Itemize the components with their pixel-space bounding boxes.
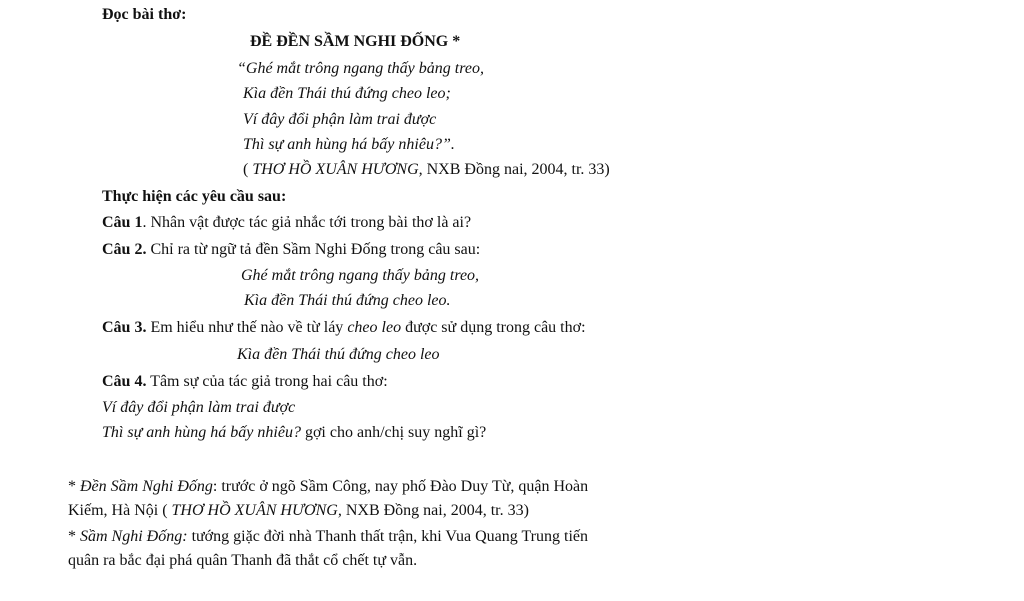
- question-4-line-1: Ví đây đổi phận làm trai được: [102, 399, 296, 416]
- question-2: [102, 240, 480, 260]
- question-3-label: Câu 3.: [102, 319, 147, 336]
- question-3-quote: Kìa đền Thái thú đứng cheo leo: [237, 346, 440, 363]
- footnote-2-term: Sầm Nghi Đống:: [80, 528, 188, 545]
- question-3-text-a: Em hiểu như thế nào về từ láy: [146, 319, 348, 336]
- question-1: [102, 213, 471, 233]
- poem-source-open: (: [243, 161, 253, 178]
- footnote-1-text-b: Kiếm, Hà Nội (: [68, 502, 172, 519]
- question-4-line-2-tail: gợi cho anh/chị suy nghĩ gì?: [300, 424, 487, 441]
- footnote-star: *: [68, 478, 80, 495]
- question-2-quote-line: Ghé mắt trông ngang thấy bảng treo,: [241, 267, 480, 284]
- poem-source-rest: NXB Đồng nai, 2004, tr. 33): [422, 161, 610, 178]
- question-3-term: cheo leo: [347, 319, 402, 336]
- footnote-1-term: Đền Sầm Nghi Đống: [80, 478, 213, 495]
- question-2-text: Chỉ ra từ ngữ tả đền Sầm Nghi Đống trong câu sau:: [146, 241, 481, 258]
- poem-line: Ví đây đổi phận làm trai được: [243, 111, 437, 128]
- poem-source-author: THƠ HỒ XUÂN HƯƠNG,: [252, 161, 423, 178]
- question-4-line-2: [102, 423, 486, 443]
- footnote-1-line-2: [68, 501, 529, 521]
- question-1-label: Câu 1: [102, 214, 143, 231]
- question-2-label: Câu 2.: [102, 241, 147, 258]
- footnote-1-text-a: : trước ở ngõ Sầm Công, nay phố Đào Duy Từ, quận Hoàn: [212, 478, 589, 495]
- question-3: [102, 318, 586, 338]
- question-3-text-b: được sử dụng trong câu thơ:: [401, 319, 586, 336]
- question-4: [102, 372, 388, 392]
- poem-line: Thì sự anh hùng há bấy nhiêu?”.: [243, 136, 455, 153]
- tasks-heading: Thực hiện các yêu cầu sau:: [102, 188, 287, 205]
- poem-source: [243, 160, 610, 180]
- poem-line: Kìa đền Thái thú đứng cheo leo;: [243, 85, 451, 102]
- footnote-2-line-1: [68, 527, 588, 547]
- question-4-text: Tâm sự của tác giả trong hai câu thơ:: [146, 373, 388, 390]
- footnote-1-text-c: NXB Đồng nai, 2004, tr. 33): [341, 502, 529, 519]
- footnote-star: *: [68, 528, 80, 545]
- footnote-2-line-2: quân ra bắc đại phá quân Thanh đã thắt cổ chết tự vẫn.: [68, 552, 418, 569]
- footnote-1-line-1: [68, 477, 588, 497]
- footnote-1-source: THƠ HỒ XUÂN HƯƠNG,: [171, 502, 342, 519]
- question-4-line-2-quote: Thì sự anh hùng há bấy nhiêu?: [102, 424, 301, 441]
- poem-title: ĐỀ ĐỀN SẦM NGHI ĐỐNG *: [250, 33, 461, 50]
- intro-label: Đọc bài thơ:: [102, 6, 187, 23]
- footnote-2-text-a: tướng giặc đời nhà Thanh thất trận, khi Vua Quang Trung tiến: [187, 528, 588, 545]
- question-2-quote-line: Kìa đền Thái thú đứng cheo leo.: [244, 292, 451, 309]
- question-1-text: . Nhân vật được tác giả nhắc tới trong bài thơ là ai?: [142, 214, 472, 231]
- poem-line: “Ghé mắt trông ngang thấy bảng treo,: [237, 60, 484, 77]
- question-4-label: Câu 4.: [102, 373, 147, 390]
